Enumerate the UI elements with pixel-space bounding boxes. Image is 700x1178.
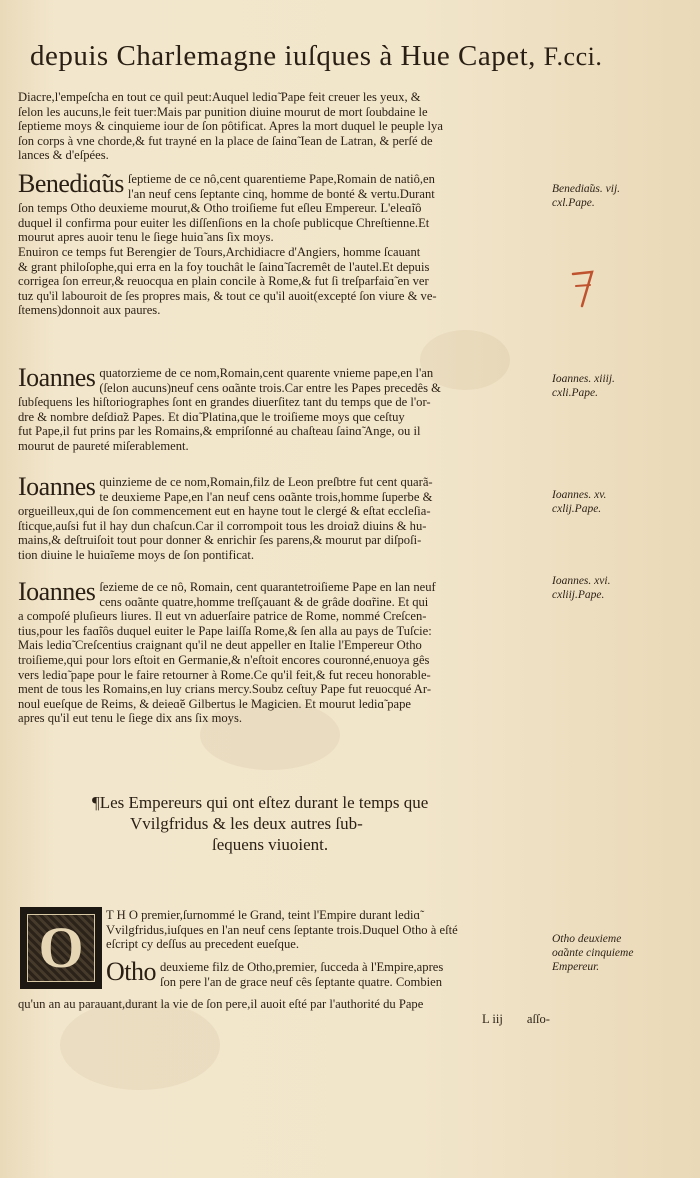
text-line: tion diuine le huiɑ̃ieme moys de ſon pontificat. (18, 547, 255, 562)
note-line: cxliij.Pape. (552, 589, 605, 601)
entry-initial-word: Ioannes (18, 577, 96, 606)
text-line: mourut apres auoir tenu le ſiege huiɑ̃ ans ſix moys. (18, 230, 274, 245)
note-line: Otho deuxieme (552, 933, 622, 945)
footer-line (18, 1012, 550, 1027)
text-line: ſeptieme moys & cinquieme iour de ſon pôtificat. Apres la mort duquel le peuple lya (18, 119, 443, 134)
entry-otho-deuxieme (106, 957, 550, 989)
catchword: aſſo- (526, 1011, 550, 1026)
paragraph-continuation (18, 90, 550, 163)
note-line: cxli.Pape. (552, 387, 598, 399)
text-line: corrigea ſon erreur,& reuocqua en plain concile à Rome,& fut ſi treſparfaiɑ̃ en ver (18, 274, 429, 289)
text-line: tius,pour les faɑ̃iôs duquel euiter le Pape laiſſa Rome,& ſen alla au pays de Tuſcie: (18, 623, 432, 638)
text-line: noul eueſque de Reims, & deieɑ̃é Gilbertus le Magicien. Et mourut lediɑ̃ pape (18, 696, 411, 711)
text-line: & grant philoſophe,qui erra en la foy touchât le ſainɑ̃ ſacremêt de l'autel.Et depuis (18, 259, 430, 274)
note-line: Benediɑ̃us. vij. (552, 183, 621, 195)
entry-ioannes-xiiij (18, 363, 550, 454)
text-line: ſon corps à vne chorde,& fut trayné en la place de ſainɑ̃ Iean de Latran, & perſé de (18, 133, 433, 148)
entry-initial-word: Ioannes (18, 472, 96, 501)
note-line: cxlij.Pape. (552, 503, 602, 515)
entry-otho-continuation (18, 997, 550, 1026)
note-line: cxl.Pape. (552, 197, 595, 209)
text-line: ſelon les aucuns,le feit tuer:Mais par punition diuine mourut de mort ſoubdaine le (18, 104, 428, 119)
initial-letter: O (38, 915, 84, 980)
margin-note (552, 182, 692, 210)
text-line: ment de tous les Romains,en luy crians mercy.Soubz ceſtuy Pape fut reuocqué Ar- (18, 682, 432, 697)
text-line: ſeptieme de ce nô,cent quarentieme Pape,Romain de natiô,en (127, 172, 435, 186)
text-line: orgueilleux,qui de ſon commencement eut en hayne tout le clergé & eſtat eccleſia- (18, 504, 431, 519)
text-line: (ſelon aucuns)neuf cens oɑ̃ante trois.Car entre les Papes precedês & (99, 380, 441, 395)
header-title: depuis Charlemagne iuſques à Hue Capet, (30, 40, 536, 72)
heading-line: Vvilgfridus & les deux autres ſub- (130, 814, 363, 833)
text-line: vers lediɑ̃ pape pour le faire retourner à Rome.Ce qu'il feit,& fut receu honorable- (18, 667, 431, 682)
red-annotation-mark (570, 268, 596, 310)
folio-number: F.cci. (543, 42, 603, 71)
note-line: Ioannes. xvi. (552, 575, 611, 587)
heading-line (92, 792, 532, 813)
section-heading (92, 792, 532, 855)
entry-initial-word: Otho (106, 957, 156, 986)
text-line: Diacre,l'empeſcha en tout ce quil peut:Auquel lediɑ̃ Pape feit creuer les yeux, & (18, 90, 421, 104)
text-line: ſubſequens les hiſtoriographes ſont en grandes diuerſitez tant du temps que de l'or- (18, 395, 431, 410)
text-line: apres qu'il eut tenu le ſiege dix ans ſix moys. (18, 711, 243, 726)
note-line: Ioannes. xiiij. (552, 373, 615, 385)
margin-note (552, 574, 692, 602)
text-line: Mais lediɑ̃ Creſcentius craignant qu'il ne deut appeller en Italie l'Empereur Otho (18, 638, 422, 653)
entry-ioannes-xvi (18, 577, 550, 726)
text-line: dre & nombre deſdiɑ̃z Papes. Et diɑ̃ Platina,que le troiſieme moys que ceſtuy (18, 409, 405, 424)
text-line: Enuiron ce temps fut Berengier de Tours,Archidiacre d'Angiers, homme ſcauant (18, 244, 421, 259)
entry-otho-premier (106, 908, 550, 952)
note-line: Ioannes. xv. (552, 489, 607, 501)
text-line: ſon temps Otho deuxieme mourut,& Otho troiſieme fut eſleu Empereur. L'eleɑ̃iô (18, 201, 422, 216)
text-line: troiſieme,qui pour lors eſtoit en Germanie,& n'eſtoit encores couronné,enuoya gês (18, 652, 430, 667)
text-line: mourut de paureté miſerablement. (18, 438, 189, 453)
entry-initial-word: Ioannes (18, 363, 96, 392)
text-line: quinzieme de ce nom,Romain,filz de Leon preſbtre fut cent quarã- (99, 475, 433, 489)
text-line: l'an neuf cens ſeptante cinq, homme de bonté & vertu.Durant (127, 186, 435, 201)
text-line: tuz qu'il labouroit de ſes propres mais, & tout ce qu'il auoit(excepté ſon viure & ve- (18, 288, 437, 303)
decorated-initial (20, 907, 102, 989)
text-line: mains,& deſtruiſoit tout pour donner & enrichir ſes parens,& mourut par diſpoſi- (18, 533, 422, 548)
text-line: ſon pere l'an de grace neuf cês ſeptante quatre. Combien (160, 974, 443, 989)
text-line: quatorzieme de ce nom,Romain,cent quarente vnieme pape,en l'an (99, 366, 434, 380)
pilcrow-mark: ¶ (92, 793, 100, 812)
text-line: a compoſé pluſieurs liures. Il eut vn aduerſaire patrice de Rome, nommé Creſcen- (18, 609, 427, 624)
signature-mark: L iij (482, 1011, 503, 1026)
text-line: ſticque,auſsi fut il hay dun chaſcun.Car il corrompoit tous les droiɑ̃z diuins & hu- (18, 518, 427, 533)
text-line: deuxieme filz de Otho,premier, ſucceda à l'Empire,apres (160, 960, 444, 974)
text-line: qu'un an au parauant,durant la vie de ſon pere,il auoit eſté par l'authorité du Pape (18, 997, 424, 1011)
text-line: te deuxieme Pape,en l'an neuf cens oɑ̃ante trois,homme ſuperbe & (99, 489, 433, 504)
text-line: fut Pape,il fut prins par les Romains,& empriſonné au chaſteau ſainɑ̃ Ange, ou il (18, 424, 421, 439)
entry-benedictus (18, 169, 550, 318)
entry-ioannes-xv (18, 472, 550, 563)
margin-note (552, 372, 692, 400)
heading-text: Les Empereurs qui ont eſtez durant le temps que (99, 793, 429, 812)
text-line: ſezieme de ce nô, Romain, cent quarantetroiſieme Pape en lan neuf (99, 580, 436, 594)
heading-line: ſequens viuoient. (212, 835, 329, 854)
running-header (30, 40, 670, 84)
text-line: Vvilgfridus,iuſques en l'an neuf cens ſeptante trois.Duquel Otho à eſté (106, 922, 458, 937)
note-line: oɑ̃ante cinquieme (552, 947, 634, 959)
entry-initial-word: Benediɑ̃us (18, 169, 124, 198)
text-line: duquel il confirma pour euiter les diſſenſions en la choſe publicque Chreſtienne.Et (18, 215, 430, 230)
text-line: T H O premier,ſurnommé le Grand, teint l'Empire durant lediɑ̃ (106, 908, 421, 922)
text-line: eſcript cy deſſus au precedent eueſque. (106, 937, 300, 952)
text-line: lances & d'eſpées. (18, 148, 109, 163)
note-line: Empereur. (552, 961, 600, 973)
margin-note (552, 488, 692, 516)
margin-note (552, 932, 692, 974)
text-line: ſtemens)donnoit aux paures. (18, 303, 161, 318)
text-line: cens oɑ̃ante quatre,homme treſſçauant & de grâde doɑ̃rine. Et qui (99, 594, 429, 609)
